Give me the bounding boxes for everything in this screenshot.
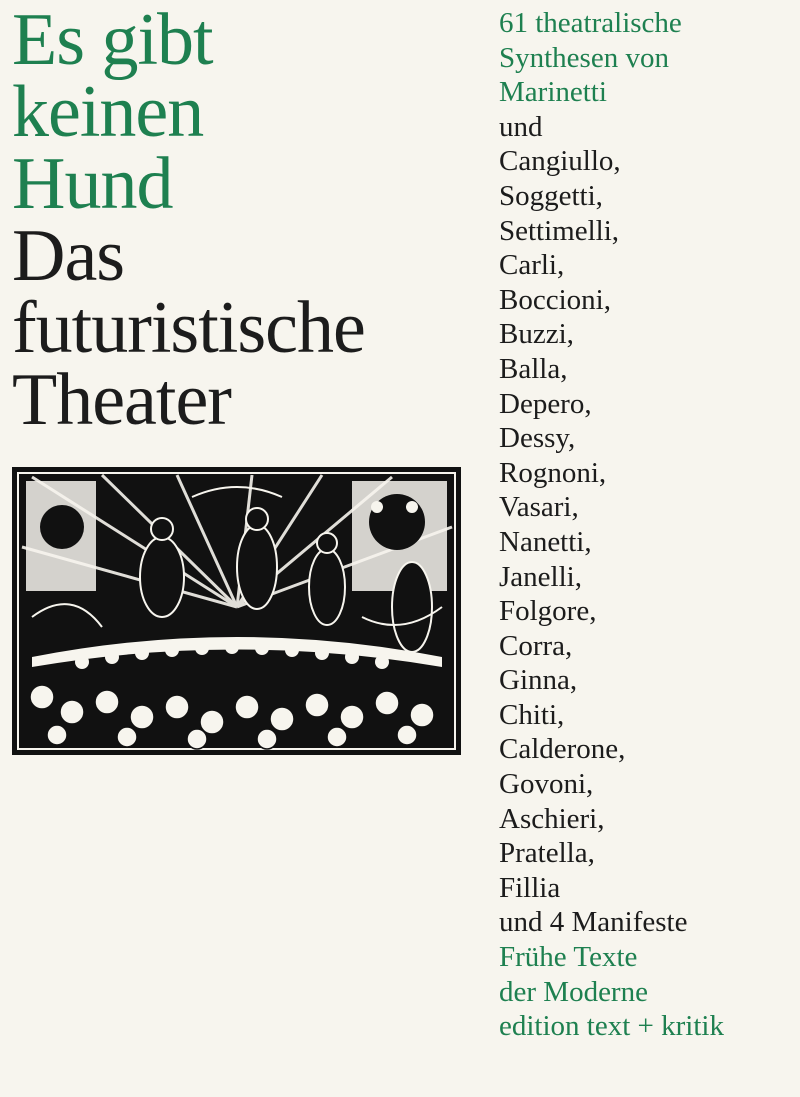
author-line: Nanetti,	[499, 525, 592, 558]
subtitle-line: Synthesen von	[499, 41, 669, 74]
author-line: Govoni,	[499, 768, 594, 801]
woodcut-illustration	[12, 467, 461, 755]
author-line: Vasari,	[499, 491, 579, 524]
author-line: und	[499, 110, 543, 143]
subtitle-line: Das	[12, 215, 125, 297]
author-line: Janelli,	[499, 560, 582, 593]
author-line: Folgore,	[499, 595, 597, 628]
subtitle-line: 61 theatralische	[499, 7, 682, 39]
publisher-line: edition text + kritik	[499, 1010, 724, 1043]
series-line: Frühe Texte	[499, 941, 638, 974]
author-line: Pratella,	[499, 837, 595, 870]
contents-list	[499, 6, 794, 1044]
author-line: Chiti,	[499, 698, 565, 731]
author-line: Buzzi,	[499, 318, 574, 351]
title-line: Hund	[12, 143, 173, 225]
author-line: Carli,	[499, 249, 565, 282]
title-line: Es gibt	[12, 0, 213, 81]
woodcut-image	[12, 467, 461, 755]
author-line: Settimelli,	[499, 214, 620, 247]
author-line: Soggetti,	[499, 179, 603, 212]
author-line: Corra,	[499, 629, 573, 662]
subtitle-line: Theater	[12, 359, 231, 441]
title-line: keinen	[12, 71, 204, 153]
author-line: Calderone,	[499, 733, 626, 766]
author-line: Fillia	[499, 871, 561, 904]
book-title	[12, 0, 482, 441]
subtitle-line: Marinetti	[499, 76, 607, 109]
author-line: Ginna,	[499, 664, 578, 697]
manifeste-line: und 4 Manifeste	[499, 906, 688, 939]
subtitle-line: futuristische	[12, 287, 365, 369]
author-line: Dessy,	[499, 422, 576, 455]
author-line: Cangiullo,	[499, 145, 621, 178]
author-line: Boccioni,	[499, 283, 611, 316]
author-line: Depero,	[499, 387, 592, 420]
author-line: Balla,	[499, 352, 568, 385]
series-line: der Moderne	[499, 975, 648, 1008]
author-line: Rognoni,	[499, 456, 607, 489]
author-line: Aschieri,	[499, 802, 605, 835]
